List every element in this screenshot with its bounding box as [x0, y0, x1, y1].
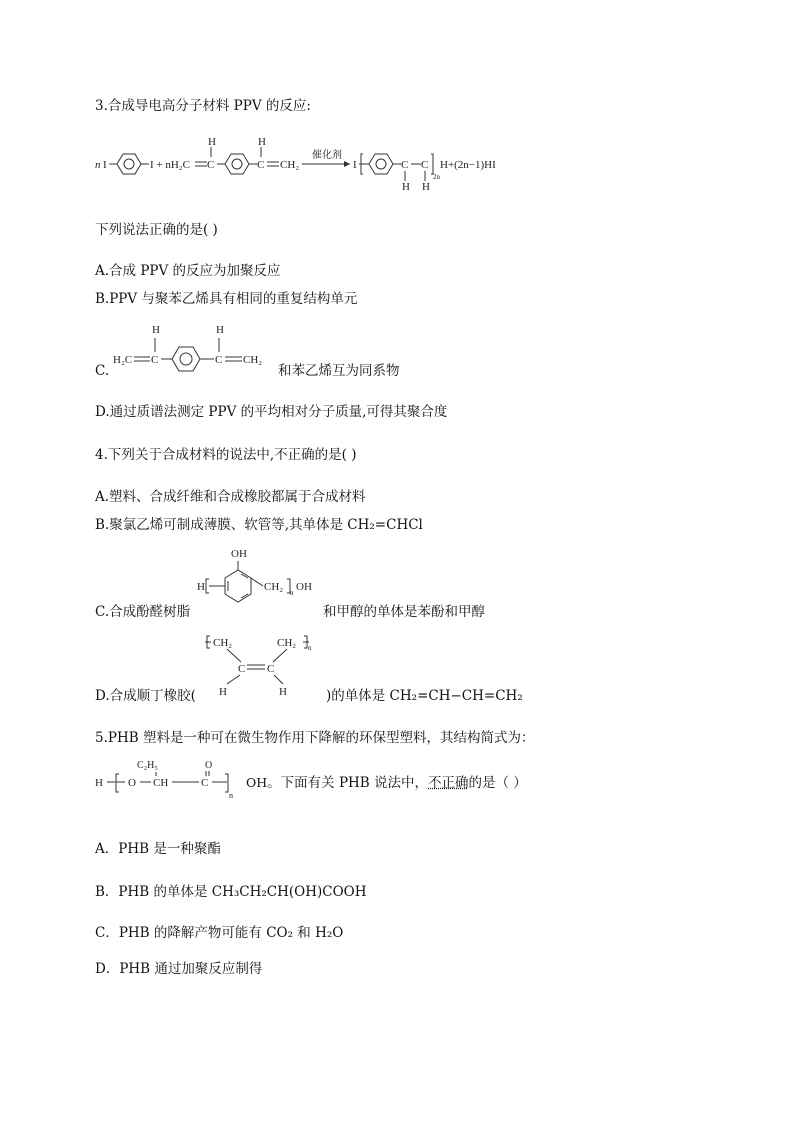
q3-option-d: D.通过质谱法测定 PPV 的平均相对分子质量,可得其聚合度: [95, 404, 448, 420]
svg-text:I: I: [103, 159, 107, 171]
q3-option-a: A.合成 PPV 的反应为加聚反应: [95, 263, 281, 279]
svg-text:OH: OH: [231, 548, 247, 560]
svg-text:C: C: [215, 354, 223, 366]
svg-text:CH₂: CH₂: [280, 159, 300, 171]
svg-text:CH₂: CH₂: [264, 581, 284, 593]
svg-text:H: H: [197, 581, 205, 593]
q4-option-d-text: )的单体是 CH₂=CH−CH=CH₂: [326, 688, 523, 704]
q5-option-a: A．PHB 是一种聚酯: [95, 841, 221, 857]
svg-text:H: H: [219, 686, 227, 698]
svg-text:CH₂: CH₂: [243, 354, 263, 366]
eq-rhs-tail: H+(2n−1)HI: [440, 159, 496, 171]
q4-option-c-text: 和甲醇的单体是苯酚和甲醇: [323, 604, 485, 620]
svg-text:CH₂: CH₂: [277, 637, 297, 649]
svg-text:H: H: [216, 324, 224, 336]
q5-stem-end: 的是（ ）: [468, 775, 527, 791]
q5-option-d: D．PHB 通过加聚反应制得: [95, 961, 263, 977]
svg-text:O: O: [205, 760, 213, 771]
svg-text:H: H: [258, 136, 266, 148]
svg-text:H: H: [279, 686, 287, 698]
divinylbenzene-structure: [110, 318, 280, 378]
svg-text:O: O: [128, 777, 136, 789]
svg-text:I: I: [353, 159, 357, 171]
svg-text:H: H: [152, 324, 160, 336]
q3-stem: 下列说法正确的是( ): [95, 222, 218, 238]
q3-title: 3.合成导电高分子材料 PPV 的反应:: [95, 98, 311, 114]
svg-text:C: C: [401, 159, 409, 171]
svg-text:C: C: [238, 663, 246, 675]
q5-stem-not: 不正确: [428, 775, 469, 791]
svg-text:C: C: [201, 777, 209, 789]
q5-stem: [246, 774, 527, 792]
svg-text:CH₂: CH₂: [213, 637, 233, 649]
arrow-label: 催化剂: [312, 150, 342, 161]
eq-n: n: [95, 159, 101, 171]
svg-text:C₂H₅: C₂H₅: [137, 760, 158, 771]
sub-2n: 2n: [433, 173, 440, 181]
q3-option-c-prefix: C.: [95, 363, 110, 379]
phb-structure: [95, 756, 245, 804]
svg-text:H: H: [422, 181, 430, 193]
svg-text:n: n: [308, 644, 312, 652]
svg-text:OH: OH: [296, 581, 312, 593]
q5-title: 5.PHB 塑料是一种可在微生物作用下降解的环保型塑料，其结构简式为：: [95, 730, 535, 746]
q4-option-a: A.塑料、合成纤维和合成橡胶都属于合成材料: [95, 489, 366, 505]
cis-polybutadiene-structure: [205, 632, 325, 702]
svg-text:C: C: [257, 159, 265, 171]
q5-oh: OH: [246, 775, 268, 790]
svg-text:C: C: [267, 663, 275, 675]
q4-title: 4.下列关于合成材料的说法中,不正确的是( ): [95, 447, 357, 463]
q5-option-c: C．PHB 的降解产物可能有 CO₂ 和 H₂O: [95, 925, 344, 941]
svg-text:n: n: [290, 589, 294, 597]
q5-option-b: B．PHB 的单体是 CH₃CH₂CH(OH)COOH: [95, 884, 367, 900]
svg-text:C: C: [207, 159, 215, 171]
phenolic-resin-structure: [195, 543, 325, 618]
svg-text:I + nH₂C: I + nH₂C: [150, 159, 190, 171]
svg-text:n: n: [229, 791, 233, 800]
q3-option-b: B.PPV 与聚苯乙烯具有相同的重复结构单元: [95, 291, 358, 307]
svg-text:H: H: [402, 181, 410, 193]
q4-option-b: B.聚氯乙烯可制成薄膜、软管等,其单体是 CH₂=CHCl: [95, 517, 423, 533]
q4-option-c-prefix: C.合成酚醛树脂: [95, 604, 191, 620]
svg-text:H₂C: H₂C: [113, 354, 133, 366]
svg-text:C: C: [151, 354, 159, 366]
ppv-reaction-equation: [95, 135, 515, 195]
q3-option-c-text: 和苯乙烯互为同系物: [278, 363, 400, 379]
svg-text:CH: CH: [153, 777, 169, 789]
svg-text:H: H: [208, 136, 216, 148]
svg-text:H: H: [95, 777, 103, 789]
svg-text:C: C: [421, 159, 429, 171]
q5-stem-after: 。下面有关 PHB 说法中，: [267, 775, 429, 791]
q4-option-d-prefix: D.合成顺丁橡胶(: [95, 688, 196, 704]
